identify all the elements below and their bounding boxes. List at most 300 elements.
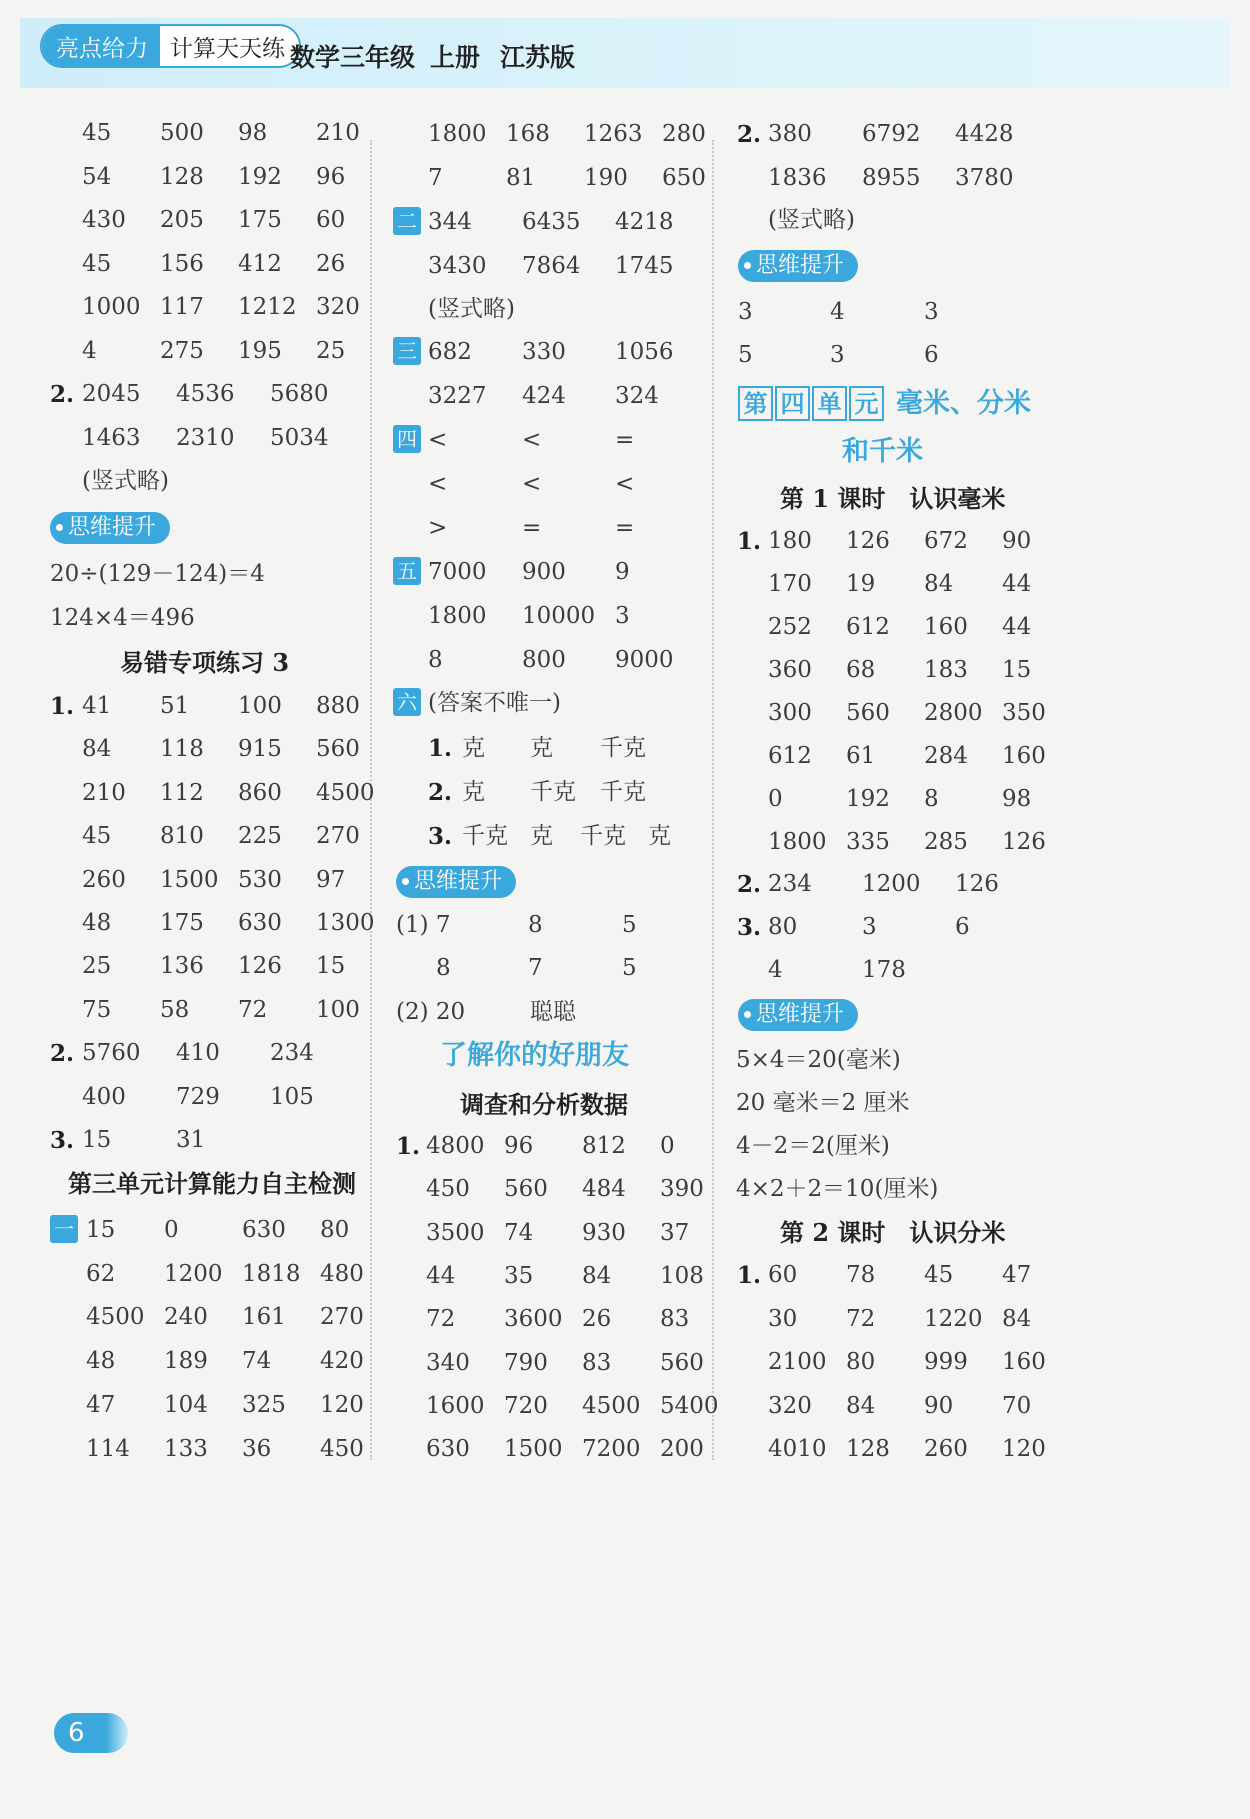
- answer-value: 41: [82, 693, 112, 719]
- brand-logo: [40, 24, 301, 68]
- answer-value: 1200: [862, 871, 921, 897]
- brand-right: 计算天天练: [170, 36, 285, 62]
- siwei-badge: 思维提升: [396, 866, 516, 898]
- answer-value: 612: [768, 743, 812, 769]
- unit-char: 四: [775, 386, 810, 421]
- answer-value: 90: [1002, 528, 1032, 554]
- note: (竖式略): [428, 296, 515, 322]
- answer-value: 3: [924, 299, 939, 325]
- answer-value: 7864: [522, 252, 581, 279]
- answer-value: 100: [316, 996, 360, 1023]
- answer-value: 225: [238, 823, 282, 850]
- answer-value: 15: [86, 1217, 116, 1243]
- answer-value: 205: [160, 207, 204, 233]
- answer-value: 15: [1002, 657, 1032, 683]
- answer-value: 4428: [955, 121, 1014, 147]
- answer-value: 117: [160, 294, 204, 320]
- answer-value: 4800: [426, 1133, 485, 1159]
- answer-value: 420: [320, 1348, 364, 1375]
- answer-value: 1800: [768, 829, 827, 855]
- section-title: 调查和分析数据: [460, 1090, 628, 1119]
- lesson-title: 第 1 课时 认识毫米: [780, 484, 1006, 513]
- answer-value: 克: [462, 735, 485, 761]
- answer-value: 3500: [426, 1219, 485, 1246]
- answer-value: 260: [82, 866, 126, 893]
- answer-value: 280: [662, 121, 706, 147]
- question-number: 2.: [428, 779, 453, 806]
- answer-value: 210: [82, 779, 126, 806]
- answer-value: 880: [316, 693, 360, 719]
- answer-value: 80: [768, 914, 798, 940]
- answer-value: 560: [504, 1176, 548, 1203]
- equation: 5×4＝20(毫米): [736, 1047, 901, 1073]
- siwei-badge: 思维提升: [738, 250, 858, 282]
- answer-value: 4: [82, 337, 97, 364]
- answer-value: 860: [238, 779, 282, 806]
- answer-value: 7000: [428, 559, 487, 585]
- answer-value: 1463: [82, 424, 141, 451]
- answer-value: 560: [316, 736, 360, 763]
- answer-value: 31: [176, 1127, 206, 1153]
- answer-value: 108: [660, 1262, 704, 1289]
- answer-value: 424: [522, 383, 566, 409]
- answer-value: 1300: [316, 910, 375, 936]
- answer-value: 3: [615, 603, 630, 629]
- answer-value: 0: [164, 1217, 179, 1243]
- answer-value: <: [615, 471, 635, 497]
- header-edition: 江苏版: [500, 43, 576, 72]
- answer-value: 240: [164, 1304, 208, 1331]
- answer-value: 44: [426, 1262, 456, 1289]
- answer-value: 5760: [82, 1040, 141, 1066]
- lesson-title: 第 2 课时 认识分米: [780, 1218, 1006, 1247]
- answer-value: 335: [846, 829, 890, 855]
- answer-value: 175: [238, 207, 282, 233]
- answer-value: 3780: [955, 164, 1014, 191]
- answer-value: 156: [160, 250, 204, 277]
- answer-value: 672: [924, 528, 968, 554]
- answer-value: 2045: [82, 381, 141, 407]
- answer-value: 4536: [176, 381, 235, 407]
- question-number: 1.: [50, 693, 75, 720]
- question-number: 1.: [396, 1133, 421, 1160]
- answer-value: 8: [436, 955, 451, 981]
- answer-value: 58: [160, 996, 190, 1023]
- question-number: 2.: [737, 871, 762, 898]
- answer-value: 96: [316, 163, 346, 190]
- answer-value: 2310: [176, 424, 235, 451]
- answer-value: 84: [1002, 1305, 1032, 1332]
- equation: 4－2＝2(厘米): [736, 1133, 890, 1159]
- brand-left: 亮点给力: [42, 26, 160, 66]
- answer-value: 68: [846, 657, 876, 683]
- answer-value: 3: [738, 299, 753, 325]
- answer-value: 1745: [615, 252, 674, 279]
- answer-value: 4500: [316, 779, 375, 806]
- answer-value: 500: [160, 120, 204, 146]
- answer-value: 160: [1002, 1349, 1046, 1375]
- answer-value: 380: [768, 121, 812, 147]
- answer-value: 5: [738, 342, 753, 368]
- answer-value: 360: [768, 657, 812, 683]
- answer-value: 15: [82, 1127, 112, 1153]
- answer-value: 96: [504, 1133, 534, 1159]
- answer-value: 聪聪: [530, 999, 576, 1025]
- answer-value: 60: [768, 1262, 798, 1288]
- answer-value: 7200: [582, 1436, 641, 1463]
- section-marker: 五: [393, 557, 421, 585]
- answer-value: (1) 7: [396, 912, 451, 938]
- answer-value: 160: [924, 614, 968, 640]
- answer-value: 千克: [580, 823, 626, 849]
- question-number: 1.: [737, 1262, 762, 1289]
- answer-value: 10000: [522, 603, 596, 629]
- answer-value: 1800: [428, 121, 487, 147]
- answer-value: 3600: [504, 1306, 563, 1333]
- answer-value: 192: [846, 786, 890, 812]
- answer-value: 1056: [615, 339, 674, 365]
- answer-value: 26: [316, 250, 346, 277]
- answer-value: 47: [1002, 1262, 1032, 1288]
- answer-value: 810: [160, 823, 204, 850]
- answer-value: 195: [238, 337, 282, 364]
- answer-value: 126: [846, 528, 890, 554]
- answer-value: 275: [160, 337, 204, 364]
- answer-value: 36: [242, 1435, 272, 1462]
- answer-value: 7: [528, 955, 543, 981]
- answer-value: 15: [316, 953, 346, 980]
- answer-value: 630: [426, 1436, 470, 1463]
- answer-value: 1200: [164, 1260, 223, 1287]
- note: (竖式略): [82, 468, 169, 494]
- section-title: 第三单元计算能力自主检测: [68, 1169, 356, 1198]
- answer-value: 8: [924, 786, 939, 812]
- answer-value: 3227: [428, 383, 487, 409]
- answer-value: 900: [522, 559, 566, 585]
- question-number: 3.: [428, 823, 453, 850]
- answer-value: 3: [830, 342, 845, 368]
- answer-value: 81: [506, 164, 536, 191]
- answer-value: 104: [164, 1391, 208, 1418]
- unit-title: 和千米: [842, 436, 923, 467]
- answer-value: 300: [768, 700, 812, 726]
- answer-value: 6435: [522, 209, 581, 235]
- answer-value: 192: [238, 163, 282, 190]
- answer-value: 450: [320, 1435, 364, 1462]
- answer-value: 112: [160, 779, 204, 806]
- answer-value: 5680: [270, 381, 329, 407]
- answer-value: 560: [660, 1349, 704, 1376]
- answer-value: 530: [238, 866, 282, 893]
- answer-value: 270: [320, 1304, 364, 1331]
- answer-value: 430: [82, 207, 126, 233]
- answer-value: 44: [1002, 571, 1032, 597]
- answer-value: 8: [528, 912, 543, 938]
- equation: 20÷(129－124)＝4: [50, 561, 265, 587]
- answer-value: 170: [768, 571, 812, 597]
- answer-value: 84: [82, 736, 112, 763]
- answer-value: 千克: [462, 823, 508, 849]
- answer-value: 8: [428, 647, 443, 673]
- answer-value: 930: [582, 1219, 626, 1246]
- answer-value: 45: [82, 120, 112, 146]
- unit-heading: [738, 386, 886, 421]
- answer-value: 74: [504, 1219, 534, 1246]
- answer-value: 118: [160, 736, 204, 763]
- note: (答案不唯一): [428, 690, 561, 716]
- answer-value: 729: [176, 1083, 220, 1110]
- section-marker: 一: [50, 1215, 78, 1243]
- answer-value: 260: [924, 1436, 968, 1462]
- answer-value: 30: [768, 1305, 798, 1332]
- answer-value: 1263: [584, 121, 643, 147]
- answer-value: 25: [82, 953, 112, 980]
- answer-value: 1500: [160, 866, 219, 893]
- answer-value: 25: [316, 337, 346, 364]
- answer-value: 630: [238, 910, 282, 936]
- answer-value: 390: [660, 1176, 704, 1203]
- unit-char: 元: [849, 386, 884, 421]
- answer-value: 84: [924, 571, 954, 597]
- answer-value: 800: [522, 647, 566, 673]
- answer-value: 105: [270, 1083, 314, 1110]
- answer-value: 45: [82, 250, 112, 277]
- question-number: 3.: [50, 1127, 75, 1154]
- section-marker: 六: [393, 688, 421, 716]
- answer-value: <: [522, 471, 542, 497]
- answer-value: 560: [846, 700, 890, 726]
- answer-value: 128: [846, 1436, 890, 1462]
- answer-value: 1800: [428, 603, 487, 629]
- answer-value: 74: [242, 1348, 272, 1375]
- answer-value: 9000: [615, 647, 674, 673]
- answer-value: 630: [242, 1217, 286, 1243]
- answer-value: 180: [768, 528, 812, 554]
- answer-value: 400: [82, 1083, 126, 1110]
- answer-value: 72: [238, 996, 268, 1023]
- answer-value: 210: [316, 120, 360, 146]
- answer-value: 5400: [660, 1392, 719, 1419]
- answer-value: 4500: [582, 1392, 641, 1419]
- unit-title: 了解你的好朋友: [440, 1040, 629, 1071]
- answer-value: 1220: [924, 1305, 983, 1332]
- answer-value: 0: [660, 1133, 675, 1159]
- answer-value: 1836: [768, 164, 827, 191]
- answer-value: 98: [1002, 786, 1032, 812]
- answer-value: 160: [1002, 743, 1046, 769]
- answer-value: 4500: [86, 1304, 145, 1331]
- question-number: 2.: [737, 121, 762, 148]
- unit-title: 毫米、分米: [896, 388, 1031, 419]
- siwei-badge: 思维提升: [50, 512, 170, 544]
- answer-value: 26: [582, 1306, 612, 1333]
- answer-value: 284: [924, 743, 968, 769]
- answer-value: 720: [504, 1392, 548, 1419]
- answer-value: 183: [924, 657, 968, 683]
- answer-value: 51: [160, 693, 190, 719]
- answer-value: 60: [316, 207, 346, 233]
- answer-value: 78: [846, 1262, 876, 1288]
- answer-value: 126: [955, 871, 999, 897]
- answer-value: 54: [82, 163, 112, 190]
- answer-value: <: [522, 427, 542, 453]
- answer-value: 4218: [615, 209, 674, 235]
- answer-value: 1500: [504, 1436, 563, 1463]
- answer-value: 4: [768, 957, 783, 983]
- answer-value: 1600: [426, 1392, 485, 1419]
- answer-value: 133: [164, 1435, 208, 1462]
- answer-value: 克: [530, 735, 553, 761]
- header-subject: 数学三年级: [290, 43, 416, 72]
- question-number: 3.: [737, 914, 762, 941]
- answer-value: 320: [316, 294, 360, 320]
- header-volume: 上册: [430, 43, 481, 72]
- equation: 4×2＋2＝10(厘米): [736, 1176, 939, 1202]
- page-number: 6: [54, 1713, 128, 1753]
- answer-value: >: [428, 515, 448, 541]
- answer-value: =: [522, 515, 542, 541]
- answer-value: 98: [238, 120, 268, 146]
- answer-value: 61: [846, 743, 876, 769]
- column-divider: [712, 140, 714, 1460]
- answer-value: 5: [622, 955, 637, 981]
- answer-value: 90: [924, 1392, 954, 1419]
- answer-value: 285: [924, 829, 968, 855]
- equation: 124×4＝496: [50, 605, 195, 631]
- question-number: 1.: [737, 528, 762, 555]
- answer-value: 128: [160, 163, 204, 190]
- answer-value: 320: [768, 1392, 812, 1419]
- answer-value: 100: [238, 693, 282, 719]
- answer-value: 72: [846, 1305, 876, 1332]
- answer-value: 2800: [924, 700, 983, 726]
- answer-value: 48: [86, 1348, 116, 1375]
- answer-value: (2) 20: [396, 999, 466, 1025]
- answer-value: 80: [846, 1349, 876, 1375]
- answer-value: 340: [426, 1349, 470, 1376]
- answer-value: 126: [238, 953, 282, 980]
- answer-value: 270: [316, 823, 360, 850]
- question-number: 2.: [50, 381, 75, 408]
- answer-value: 克: [530, 823, 553, 849]
- answer-value: 650: [662, 164, 706, 191]
- answer-value: 189: [164, 1348, 208, 1375]
- answer-value: 3: [862, 914, 877, 940]
- answer-value: 234: [768, 871, 812, 897]
- answer-value: 19: [846, 571, 876, 597]
- section-marker: 二: [393, 207, 421, 235]
- answer-value: 450: [426, 1176, 470, 1203]
- answer-value: 350: [1002, 700, 1046, 726]
- answer-value: 千克: [600, 735, 646, 761]
- answer-value: 6: [955, 914, 970, 940]
- answer-value: 120: [320, 1391, 364, 1418]
- answer-value: 83: [660, 1306, 690, 1333]
- answer-value: 44: [1002, 614, 1032, 640]
- equation: 20 毫米＝2 厘米: [736, 1090, 910, 1116]
- answer-value: 45: [82, 823, 112, 850]
- answer-value: =: [615, 427, 635, 453]
- answer-value: 344: [428, 209, 472, 235]
- answer-value: 84: [582, 1262, 612, 1289]
- answer-value: 682: [428, 339, 472, 365]
- answer-value: 37: [660, 1219, 690, 1246]
- siwei-badge: 思维提升: [738, 999, 858, 1031]
- answer-value: 120: [1002, 1436, 1046, 1462]
- answer-value: 克: [462, 779, 485, 805]
- section-marker: 三: [393, 337, 421, 365]
- answer-value: 136: [160, 953, 204, 980]
- answer-value: 72: [426, 1306, 456, 1333]
- answer-value: 4010: [768, 1436, 827, 1462]
- answer-value: 999: [924, 1349, 968, 1375]
- unit-char: 第: [738, 386, 773, 421]
- answer-value: 484: [582, 1176, 626, 1203]
- answer-value: 175: [160, 910, 204, 936]
- answer-value: 234: [270, 1040, 314, 1066]
- answer-value: 161: [242, 1304, 286, 1331]
- answer-value: 70: [1002, 1392, 1032, 1419]
- answer-value: 812: [582, 1133, 626, 1159]
- answer-value: 252: [768, 614, 812, 640]
- answer-value: =: [615, 515, 635, 541]
- answer-value: 3430: [428, 252, 487, 279]
- answer-value: 1000: [82, 294, 141, 320]
- answer-value: 千克: [530, 779, 576, 805]
- answer-value: 178: [862, 957, 906, 983]
- answer-value: 45: [924, 1262, 954, 1288]
- answer-value: 330: [522, 339, 566, 365]
- answer-value: 47: [86, 1391, 116, 1418]
- answer-value: 2100: [768, 1349, 827, 1375]
- answer-value: 126: [1002, 829, 1046, 855]
- answer-value: 200: [660, 1436, 704, 1463]
- answer-value: 4: [830, 299, 845, 325]
- answer-value: 克: [648, 823, 671, 849]
- answer-value: 75: [82, 996, 112, 1023]
- answer-value: 80: [320, 1217, 350, 1243]
- answer-value: 97: [316, 866, 346, 893]
- answer-value: 410: [176, 1040, 220, 1066]
- section-marker: 四: [393, 425, 421, 453]
- answer-value: 5034: [270, 424, 329, 451]
- answer-value: 5: [622, 912, 637, 938]
- answer-value: 9: [615, 559, 630, 585]
- section-title: 易错专项练习 3: [120, 648, 290, 677]
- answer-value: 7: [428, 164, 443, 191]
- answer-value: 915: [238, 736, 282, 763]
- answer-value: <: [428, 427, 448, 453]
- note: (竖式略): [768, 207, 855, 233]
- answer-value: 千克: [600, 779, 646, 805]
- answer-value: 1818: [242, 1260, 301, 1287]
- answer-value: 325: [242, 1391, 286, 1418]
- answer-value: 8955: [862, 164, 921, 191]
- answer-value: 324: [615, 383, 659, 409]
- answer-value: 83: [582, 1349, 612, 1376]
- answer-value: 612: [846, 614, 890, 640]
- answer-value: 168: [506, 121, 550, 147]
- answer-value: 1212: [238, 294, 297, 320]
- answer-value: <: [428, 471, 448, 497]
- answer-value: 6: [924, 342, 939, 368]
- answer-value: 190: [584, 164, 628, 191]
- answer-value: 84: [846, 1392, 876, 1419]
- answer-value: 6792: [862, 121, 921, 147]
- answer-value: 0: [768, 786, 783, 812]
- question-number: 2.: [50, 1040, 75, 1067]
- answer-value: 480: [320, 1260, 364, 1287]
